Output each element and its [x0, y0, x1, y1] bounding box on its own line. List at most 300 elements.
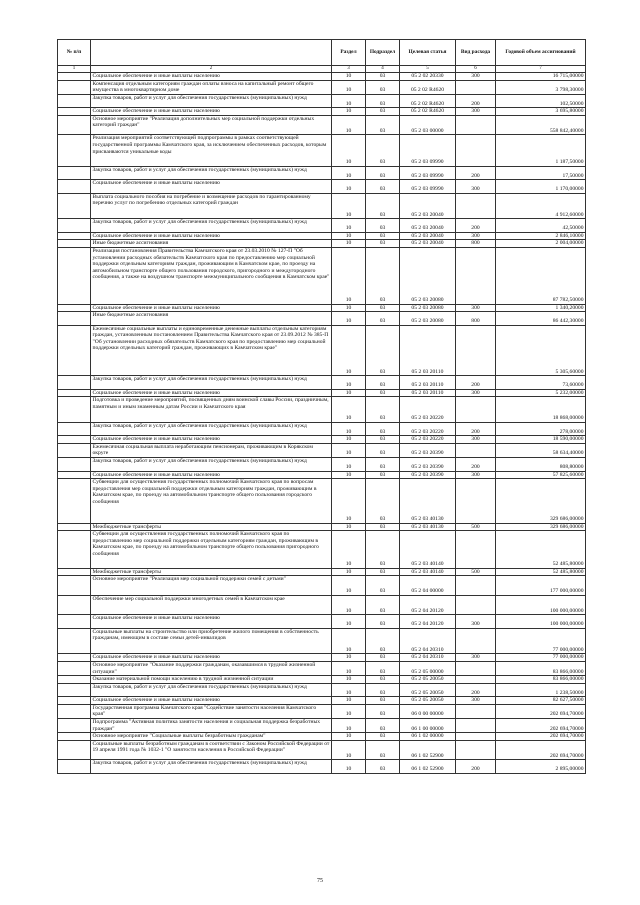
- row-expense-type-cell: 300: [456, 615, 496, 629]
- row-podrazdel-cell: 03: [366, 576, 400, 596]
- row-razdel-cell: 10: [332, 628, 366, 654]
- column-number-row: [58, 66, 586, 73]
- row-amount-cell: 58 634,40000: [496, 443, 586, 457]
- row-razdel-cell: 10: [332, 80, 366, 94]
- row-num-cell: [58, 654, 91, 662]
- row-num-cell: [58, 193, 91, 219]
- row-razdel-cell: 10: [332, 94, 366, 108]
- row-num-cell: [58, 240, 91, 248]
- row-razdel-cell: 10: [332, 704, 366, 718]
- row-expense-type-cell: [456, 397, 496, 423]
- row-razdel-cell: 10: [332, 312, 366, 326]
- row-podrazdel-cell: 03: [366, 740, 400, 760]
- row-expense-type-cell: 200: [456, 376, 496, 390]
- row-razdel-cell: 10: [332, 166, 366, 180]
- table-row: [58, 704, 586, 718]
- row-num-cell: [58, 94, 91, 108]
- row-podrazdel-cell: 03: [366, 458, 400, 472]
- row-name-cell: Выплата социального пособия на погребение и возмещение расходов по гарантированному перечню услуг по погребению отдельных категорий граждан: [91, 193, 332, 219]
- row-amount-cell: 5 232,00000: [496, 389, 586, 397]
- row-expense-type-cell: 200: [456, 458, 496, 472]
- row-name-cell: Подготовка и проведение мероприятий, посвященных дням воинской славы России, праздничным, памятным и иным знаменным датам России и Камчатского края: [91, 397, 332, 423]
- row-podrazdel-cell: 03: [366, 166, 400, 180]
- row-amount-cell: 3 695,80000: [496, 108, 586, 116]
- row-razdel-cell: 10: [332, 376, 366, 390]
- row-expense-type-cell: 300: [456, 654, 496, 662]
- row-target-article-cell: 05 2 04 20310: [400, 628, 456, 654]
- row-razdel-cell: 10: [332, 740, 366, 760]
- row-num-cell: [58, 733, 91, 741]
- row-amount-cell: 5 305,60000: [496, 325, 586, 376]
- row-podrazdel-cell: 03: [366, 108, 400, 116]
- row-name-cell: Закупка товаров, работ и услуг для обеспечения государственных (муниципальных) нужд: [91, 376, 332, 390]
- row-razdel-cell: 10: [332, 595, 366, 615]
- row-name-cell: Закупка товаров, работ и услуг для обеспечения государственных (муниципальных) нужд: [91, 166, 332, 180]
- row-podrazdel-cell: 03: [366, 180, 400, 194]
- row-podrazdel-cell: 03: [366, 595, 400, 615]
- row-name-cell: Основное мероприятие "Социальные выплаты безработным гражданам": [91, 733, 332, 741]
- row-num-cell: [58, 422, 91, 436]
- row-target-article-cell: 05 2 02 R4620: [400, 108, 456, 116]
- table-row: [58, 471, 586, 479]
- row-razdel-cell: 10: [332, 718, 366, 732]
- row-podrazdel-cell: 03: [366, 115, 400, 135]
- row-expense-type-cell: 500: [456, 523, 496, 531]
- row-target-article-cell: 06 0 00 00000: [400, 704, 456, 718]
- row-target-article-cell: 05 2 03 20390: [400, 443, 456, 457]
- row-razdel-cell: 10: [332, 531, 366, 569]
- row-name-cell: Обеспечение мер социальной поддержки многодетных семей в Камчатском крае: [91, 595, 332, 615]
- row-amount-cell: 73,60000: [496, 376, 586, 390]
- row-podrazdel-cell: 03: [366, 654, 400, 662]
- row-name-cell: Ежемесячные социальные выплаты и единовременные денежные выплаты отдельным категориям граждан, установленным постановлением Правительства Камчатского края от 23.09.2012 № 385-П "Об установлении расходных обязательств Камчатского края по предоставлению мер социальной поддержки отдельных категорий граждан, проживающих в Камчатском крае": [91, 325, 332, 376]
- row-target-article-cell: 05 2 03 20080: [400, 312, 456, 326]
- row-amount-cell: 1 187,50000: [496, 135, 586, 167]
- row-podrazdel-cell: 03: [366, 523, 400, 531]
- row-name-cell: Социальное обеспечение и иные выплаты населению: [91, 180, 332, 194]
- row-expense-type-cell: 200: [456, 94, 496, 108]
- row-podrazdel-cell: 03: [366, 397, 400, 423]
- row-expense-type-cell: [456, 718, 496, 732]
- row-podrazdel-cell: 03: [366, 248, 400, 305]
- row-amount-cell: 202 694,70000: [496, 733, 586, 741]
- row-amount-cell: 18 868,00000: [496, 397, 586, 423]
- row-name-cell: Социальное обеспечение и иные выплаты населению: [91, 389, 332, 397]
- row-expense-type-cell: 800: [456, 240, 496, 248]
- table-row: [58, 304, 586, 312]
- row-num-cell: [58, 73, 91, 81]
- row-podrazdel-cell: 03: [366, 94, 400, 108]
- row-target-article-cell: 05 2 03 40140: [400, 531, 456, 569]
- row-target-article-cell: 05 2 03 20220: [400, 436, 456, 444]
- row-target-article-cell: 05 2 04 20120: [400, 595, 456, 615]
- row-podrazdel-cell: 03: [366, 443, 400, 457]
- row-podrazdel-cell: 03: [366, 676, 400, 684]
- row-podrazdel-cell: 03: [366, 73, 400, 81]
- row-name-cell: Оказание материальной помощи населению в трудной жизненной ситуации: [91, 676, 332, 684]
- row-expense-type-cell: [456, 733, 496, 741]
- row-target-article-cell: 05 2 03 20220: [400, 397, 456, 423]
- row-num-cell: [58, 718, 91, 732]
- row-num-cell: [58, 628, 91, 654]
- row-amount-cell: 1 170,00000: [496, 180, 586, 194]
- row-expense-type-cell: 800: [456, 312, 496, 326]
- row-expense-type-cell: [456, 479, 496, 524]
- table-row: [58, 479, 586, 524]
- row-expense-type-cell: 300: [456, 180, 496, 194]
- row-target-article-cell: 05 2 03 09990: [400, 166, 456, 180]
- row-target-article-cell: 06 1 02 52900: [400, 740, 456, 760]
- row-name-cell: Социальное обеспечение и иные выплаты населению: [91, 471, 332, 479]
- row-name-cell: Ежемесячная социальная выплата неработающим пенсионерам, проживающим в Корякском округе: [91, 443, 332, 457]
- row-name-cell: Социальное обеспечение и иные выплаты населению: [91, 232, 332, 240]
- row-amount-cell: 2 895,00000: [496, 760, 586, 774]
- row-razdel-cell: 10: [332, 443, 366, 457]
- table-row: [58, 240, 586, 248]
- row-razdel-cell: 10: [332, 219, 366, 233]
- row-num-cell: [58, 180, 91, 194]
- row-amount-cell: 4 912,60000: [496, 193, 586, 219]
- row-expense-type-cell: 200: [456, 219, 496, 233]
- row-razdel-cell: 10: [332, 397, 366, 423]
- row-razdel-cell: 10: [332, 654, 366, 662]
- row-amount-cell: 82 627,50000: [496, 697, 586, 705]
- row-num-cell: [58, 376, 91, 390]
- row-amount-cell: 1 238,50000: [496, 683, 586, 697]
- row-podrazdel-cell: 03: [366, 531, 400, 569]
- row-num-cell: [58, 135, 91, 167]
- table-row: [58, 615, 586, 629]
- row-amount-cell: 86 442,30000: [496, 312, 586, 326]
- table-row: [58, 94, 586, 108]
- row-num-cell: [58, 443, 91, 457]
- row-name-cell: Закупка товаров, работ и услуг для обеспечения государственных (муниципальных) нужд: [91, 94, 332, 108]
- row-amount-cell: 808,80000: [496, 458, 586, 472]
- row-amount-cell: 100 000,00000: [496, 595, 586, 615]
- row-name-cell: Социальное обеспечение и иные выплаты населению: [91, 73, 332, 81]
- row-razdel-cell: 10: [332, 436, 366, 444]
- table-row: [58, 661, 586, 675]
- column-number: 6: [456, 66, 496, 73]
- row-num-cell: [58, 615, 91, 629]
- row-target-article-cell: 05 2 03 20040: [400, 193, 456, 219]
- table-body: [58, 73, 586, 774]
- row-podrazdel-cell: 03: [366, 615, 400, 629]
- table-row: [58, 683, 586, 697]
- row-podrazdel-cell: 03: [366, 389, 400, 397]
- row-num-cell: [58, 683, 91, 697]
- row-num-cell: [58, 108, 91, 116]
- row-name-cell: Закупка товаров, работ и услуг для обеспечения государственных (муниципальных) нужд: [91, 422, 332, 436]
- row-num-cell: [58, 312, 91, 326]
- row-num-cell: [58, 523, 91, 531]
- table-row: [58, 718, 586, 732]
- table-row: [58, 443, 586, 457]
- row-num-cell: [58, 304, 91, 312]
- row-amount-cell: 2 004,00000: [496, 240, 586, 248]
- row-name-cell: Социальное обеспечение и иные выплаты населению: [91, 697, 332, 705]
- row-target-article-cell: 05 2 03 09990: [400, 180, 456, 194]
- row-podrazdel-cell: 03: [366, 232, 400, 240]
- row-num-cell: [58, 219, 91, 233]
- row-expense-type-cell: 300: [456, 108, 496, 116]
- row-name-cell: Реализация постановления Правительства Камчатского края от 23.03.2010 № 127-П "Об установлении расходных обязательств Камчатского края по предоставлению мер социальной поддержки отдельным категориям граждан, проживающим в Камчатском крае, по проезду на автомобильном транспорте общего пользования городского, пригородного и междугородного сообщения, а также на воздушном транспорте межмуниципального сообщения в Камчатском крае": [91, 248, 332, 305]
- row-expense-type-cell: [456, 193, 496, 219]
- table-row: [58, 180, 586, 194]
- row-razdel-cell: 10: [332, 523, 366, 531]
- table-row: [58, 80, 586, 94]
- row-amount-cell: 2 846,10000: [496, 232, 586, 240]
- row-razdel-cell: 10: [332, 115, 366, 135]
- table-row: [58, 376, 586, 390]
- row-num-cell: [58, 704, 91, 718]
- row-amount-cell: 17,50000: [496, 166, 586, 180]
- row-name-cell: Закупка товаров, работ и услуг для обеспечения государственных (муниципальных) нужд: [91, 683, 332, 697]
- row-razdel-cell: 10: [332, 458, 366, 472]
- row-num-cell: [58, 697, 91, 705]
- row-podrazdel-cell: 03: [366, 628, 400, 654]
- row-amount-cell: 202 694,70000: [496, 704, 586, 718]
- row-num-cell: [58, 740, 91, 760]
- table-row: [58, 397, 586, 423]
- row-amount-cell: 3 798,30000: [496, 80, 586, 94]
- row-expense-type-cell: [456, 628, 496, 654]
- row-expense-type-cell: 300: [456, 389, 496, 397]
- row-podrazdel-cell: 03: [366, 436, 400, 444]
- row-razdel-cell: 10: [332, 108, 366, 116]
- column-number: 1: [58, 66, 91, 73]
- header-num: № п/п: [58, 40, 91, 66]
- row-podrazdel-cell: 03: [366, 718, 400, 732]
- column-number: 3: [332, 66, 366, 73]
- row-amount-cell: 100 000,00000: [496, 615, 586, 629]
- row-name-cell: Социальное обеспечение и иные выплаты населению: [91, 615, 332, 629]
- header-name: [91, 40, 332, 66]
- row-name-cell: Социальные выплаты безработным гражданам в соответствии с Законом Российской Федерации от 19 апреля 1991 года № 1032-1 "О занятости населения в Российской Федерации": [91, 740, 332, 760]
- row-name-cell: Иные бюджетные ассигнования: [91, 312, 332, 326]
- header-podrazdel: Подраздел: [366, 40, 400, 66]
- row-expense-type-cell: 200: [456, 683, 496, 697]
- row-expense-type-cell: 300: [456, 697, 496, 705]
- row-expense-type-cell: [456, 595, 496, 615]
- table-row: [58, 248, 586, 305]
- row-razdel-cell: 10: [332, 422, 366, 436]
- row-amount-cell: 177 000,00000: [496, 576, 586, 596]
- row-num-cell: [58, 389, 91, 397]
- row-amount-cell: 52 485,80000: [496, 531, 586, 569]
- column-number: 7: [496, 66, 586, 73]
- row-expense-type-cell: [456, 661, 496, 675]
- row-expense-type-cell: [456, 704, 496, 718]
- row-podrazdel-cell: 03: [366, 479, 400, 524]
- table-row: [58, 219, 586, 233]
- row-target-article-cell: 05 2 03 20080: [400, 304, 456, 312]
- row-num-cell: [58, 115, 91, 135]
- row-target-article-cell: 05 2 04 00000: [400, 576, 456, 596]
- row-amount-cell: 202 694,70000: [496, 740, 586, 760]
- row-amount-cell: 83 866,00000: [496, 676, 586, 684]
- row-name-cell: Подпрограмма "Активная политика занятости населения и социальная поддержка безработных граждан": [91, 718, 332, 732]
- row-target-article-cell: 05 2 02 20330: [400, 73, 456, 81]
- table-row: [58, 389, 586, 397]
- row-expense-type-cell: 300: [456, 73, 496, 81]
- row-num-cell: [58, 568, 91, 576]
- row-name-cell: Социальное обеспечение и иные выплаты населению: [91, 108, 332, 116]
- row-amount-cell: 83 866,00000: [496, 661, 586, 675]
- row-num-cell: [58, 576, 91, 596]
- row-target-article-cell: 05 2 05 20050: [400, 676, 456, 684]
- row-razdel-cell: 10: [332, 193, 366, 219]
- row-name-cell: Субвенции для осуществления государственных полномочий Камчатского края по предоставлению мер социальной поддержки отдельным категориям граждан, проживающим в Камчатском крае, по проезду на автомобильном транспорте общего пользования пригородного сообщения: [91, 531, 332, 569]
- row-amount-cell: 102,50000: [496, 94, 586, 108]
- row-amount-cell: 77 000,00000: [496, 628, 586, 654]
- row-podrazdel-cell: 03: [366, 683, 400, 697]
- column-number: 2: [91, 66, 332, 73]
- row-expense-type-cell: [456, 531, 496, 569]
- row-name-cell: Иные бюджетные ассигнования: [91, 240, 332, 248]
- row-name-cell: Государственная программа Камчатского края "Содействие занятости населения Камчатского края": [91, 704, 332, 718]
- row-target-article-cell: 05 2 03 40130: [400, 479, 456, 524]
- row-num-cell: [58, 661, 91, 675]
- row-expense-type-cell: [456, 115, 496, 135]
- row-podrazdel-cell: 03: [366, 704, 400, 718]
- row-podrazdel-cell: 03: [366, 376, 400, 390]
- row-podrazdel-cell: 03: [366, 422, 400, 436]
- row-num-cell: [58, 760, 91, 774]
- row-expense-type-cell: [456, 248, 496, 305]
- table-row: [58, 568, 586, 576]
- row-razdel-cell: 10: [332, 325, 366, 376]
- row-expense-type-cell: 200: [456, 760, 496, 774]
- row-name-cell: Субвенции для осуществления государственных полномочий Камчатского края по вопросам предоставления мер социальной поддержки отдельным категориям граждан, проживающим в Камчатском крае, по проезду на автомобильном транспорте общего пользования городского сообщения: [91, 479, 332, 524]
- row-num-cell: [58, 458, 91, 472]
- row-target-article-cell: 05 2 05 20050: [400, 683, 456, 697]
- row-num-cell: [58, 232, 91, 240]
- table-row: [58, 697, 586, 705]
- row-name-cell: Межбюджетные трансферты: [91, 568, 332, 576]
- row-razdel-cell: 10: [332, 479, 366, 524]
- row-expense-type-cell: 300: [456, 471, 496, 479]
- header-expense-type: Вид расхода: [456, 40, 496, 66]
- table-header-row: [58, 40, 586, 66]
- row-amount-cell: 52 485,80000: [496, 568, 586, 576]
- row-podrazdel-cell: 03: [366, 193, 400, 219]
- table-row: [58, 628, 586, 654]
- row-num-cell: [58, 531, 91, 569]
- row-target-article-cell: 05 2 03 09990: [400, 135, 456, 167]
- row-num-cell: [58, 248, 91, 305]
- row-expense-type-cell: [456, 576, 496, 596]
- row-name-cell: Социальное обеспечение и иные выплаты населению: [91, 304, 332, 312]
- budget-table: [57, 39, 586, 774]
- table-row: [58, 422, 586, 436]
- row-num-cell: [58, 325, 91, 376]
- row-target-article-cell: 06 1 02 52900: [400, 760, 456, 774]
- row-name-cell: Закупка товаров, работ и услуг для обеспечения государственных (муниципальных) нужд: [91, 760, 332, 774]
- table-row: [58, 312, 586, 326]
- header-target-article: Целевая статья: [400, 40, 456, 66]
- row-target-article-cell: 05 2 03 20040: [400, 232, 456, 240]
- row-target-article-cell: 05 2 03 20040: [400, 219, 456, 233]
- table-row: [58, 115, 586, 135]
- row-razdel-cell: 10: [332, 733, 366, 741]
- row-podrazdel-cell: 03: [366, 80, 400, 94]
- row-podrazdel-cell: 03: [366, 733, 400, 741]
- row-podrazdel-cell: 03: [366, 471, 400, 479]
- row-expense-type-cell: [456, 740, 496, 760]
- row-target-article-cell: 05 2 03 20040: [400, 240, 456, 248]
- table-row: [58, 576, 586, 596]
- column-number: 4: [366, 66, 400, 73]
- row-target-article-cell: 05 2 03 20110: [400, 376, 456, 390]
- column-number: 5: [400, 66, 456, 73]
- row-expense-type-cell: 500: [456, 568, 496, 576]
- table-row: [58, 740, 586, 760]
- row-amount-cell: 329 686,00000: [496, 523, 586, 531]
- row-expense-type-cell: 300: [456, 436, 496, 444]
- table-row: [58, 458, 586, 472]
- table-row: [58, 232, 586, 240]
- row-razdel-cell: 10: [332, 568, 366, 576]
- table-row: [58, 760, 586, 774]
- row-podrazdel-cell: 03: [366, 325, 400, 376]
- table-row: [58, 523, 586, 531]
- row-name-cell: Основное мероприятие "Реализация мер социальной поддержки семей с детьми": [91, 576, 332, 596]
- row-razdel-cell: 10: [332, 304, 366, 312]
- row-target-article-cell: 06 1 02 00000: [400, 733, 456, 741]
- row-amount-cell: 57 825,60000: [496, 471, 586, 479]
- row-amount-cell: 558 842,40000: [496, 115, 586, 135]
- row-podrazdel-cell: 03: [366, 219, 400, 233]
- row-razdel-cell: 10: [332, 676, 366, 684]
- page-number: 75: [317, 878, 323, 884]
- table-row: [58, 193, 586, 219]
- row-razdel-cell: 10: [332, 661, 366, 675]
- row-target-article-cell: 05 2 03 20110: [400, 389, 456, 397]
- row-name-cell: Межбюджетные трансферты: [91, 523, 332, 531]
- row-razdel-cell: 10: [332, 180, 366, 194]
- row-razdel-cell: 10: [332, 248, 366, 305]
- row-razdel-cell: 10: [332, 576, 366, 596]
- row-target-article-cell: 05 2 02 R4620: [400, 94, 456, 108]
- row-amount-cell: 202 694,70000: [496, 718, 586, 732]
- row-name-cell: Социальное обеспечение и иные выплаты населению: [91, 654, 332, 662]
- row-num-cell: [58, 166, 91, 180]
- row-expense-type-cell: 300: [456, 304, 496, 312]
- row-target-article-cell: 05 2 03 40130: [400, 523, 456, 531]
- row-expense-type-cell: [456, 135, 496, 167]
- row-target-article-cell: 05 2 03 00000: [400, 115, 456, 135]
- table-row: [58, 436, 586, 444]
- row-amount-cell: 278,00000: [496, 422, 586, 436]
- row-expense-type-cell: [456, 676, 496, 684]
- table-row: [58, 531, 586, 569]
- row-num-cell: [58, 436, 91, 444]
- row-target-article-cell: 05 2 05 20050: [400, 697, 456, 705]
- row-podrazdel-cell: 03: [366, 568, 400, 576]
- row-razdel-cell: 10: [332, 73, 366, 81]
- row-name-cell: Закупка товаров, работ и услуг для обеспечения государственных (муниципальных) нужд: [91, 458, 332, 472]
- row-expense-type-cell: [456, 80, 496, 94]
- row-target-article-cell: 06 1 00 00000: [400, 718, 456, 732]
- table-row: [58, 73, 586, 81]
- row-expense-type-cell: [456, 443, 496, 457]
- row-razdel-cell: 10: [332, 471, 366, 479]
- header-annual-amount: Годовой объем ассигнований: [496, 40, 586, 66]
- row-num-cell: [58, 479, 91, 524]
- row-target-article-cell: 05 2 05 00000: [400, 661, 456, 675]
- row-amount-cell: 329 686,00000: [496, 479, 586, 524]
